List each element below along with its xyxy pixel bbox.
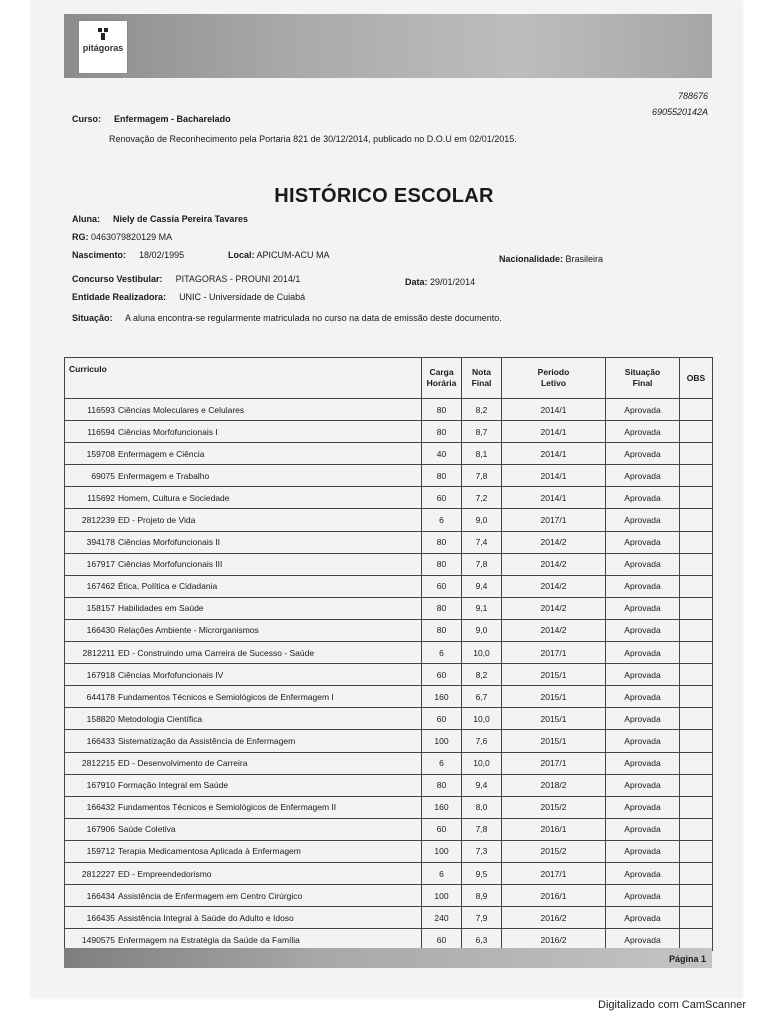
cell-obs [680,752,713,774]
cell-hours: 80 [422,465,462,487]
cell-code: 2812239 [81,515,115,526]
student-rg: 0463079820129 MA [91,232,173,242]
cell-discipline [65,686,422,708]
cell-status: Aprovada [606,553,680,575]
cell-status: Aprovada [606,929,680,951]
cell-obs [680,597,713,619]
cell-hours: 80 [422,553,462,575]
cell-obs [680,509,713,531]
cell-status: Aprovada [606,465,680,487]
cell-hours: 40 [422,443,462,465]
cell-period: 2017/1 [502,509,606,531]
cell-obs [680,840,713,862]
cell-discipline [65,774,422,796]
cell-period: 2016/1 [502,885,606,907]
cell-discipline [65,885,422,907]
header-carga [422,358,462,399]
header-situacao-line2: Final [632,378,653,388]
table-row [65,531,713,553]
cell-grade: 7,3 [462,840,502,862]
cell-code: 158820 [86,713,115,724]
cell-obs [680,730,713,752]
cell-code: 158157 [86,603,115,614]
table-row [65,642,713,664]
document-code-1: 788676 [677,91,708,101]
cell-grade: 8,1 [462,443,502,465]
exam-value: PITAGORAS - PROUNI 2014/1 [175,274,301,284]
cell-period: 2018/2 [502,774,606,796]
cell-period: 2016/2 [502,929,606,951]
cell-name: Enfermagem e Trabalho [118,470,210,481]
cell-name: Assistência Integral à Saúde do Adulto e Idoso [118,912,294,923]
cell-code: 116594 [87,426,115,437]
table-row [65,664,713,686]
logo-text: pitágoras [82,43,124,53]
cell-obs [680,642,713,664]
cell-period: 2015/1 [502,708,606,730]
cell-period: 2014/2 [502,597,606,619]
header-periodo-line1: Periodo [537,367,570,377]
cell-grade: 7,2 [462,487,502,509]
cell-name: Ciências Moleculares e Celulares [118,404,245,415]
student-name-line [72,214,248,224]
cell-hours: 80 [422,531,462,553]
cell-grade: 9,0 [462,509,502,531]
cell-hours: 60 [422,708,462,730]
cell-grade: 9,0 [462,619,502,641]
footer-band [64,948,712,968]
cell-obs [680,907,713,929]
cell-status: Aprovada [606,907,680,929]
cell-status: Aprovada [606,818,680,840]
cell-obs [680,421,713,443]
cell-status: Aprovada [606,840,680,862]
cell-hours: 160 [422,796,462,818]
entity-label: Entidade Realizadora: [72,292,167,302]
cell-period: 2014/1 [502,443,606,465]
table-row [65,818,713,840]
exam-line [72,274,300,284]
cell-obs [680,862,713,884]
header-carga-line2: Horária [426,378,457,388]
cell-discipline [65,619,422,641]
cell-grade: 8,2 [462,399,502,421]
table-row [65,708,713,730]
student-nationality-line [499,254,603,264]
cell-hours: 80 [422,399,462,421]
cell-status: Aprovada [606,862,680,884]
cell-discipline [65,443,422,465]
cell-hours: 6 [422,509,462,531]
cell-discipline [65,421,422,443]
header-periodo [502,358,606,399]
cell-code: 69075 [91,470,115,481]
cell-status: Aprovada [606,642,680,664]
course-label: Curso: [72,114,101,124]
cell-period: 2016/1 [502,818,606,840]
cell-discipline [65,487,422,509]
cell-hours: 60 [422,664,462,686]
cell-hours: 100 [422,840,462,862]
cell-name: ED - Projeto de Vida [118,515,196,526]
cell-grade: 8,7 [462,421,502,443]
table-row [65,553,713,575]
cell-status: Aprovada [606,774,680,796]
student-nationality-label: Nacionalidade: [499,254,564,264]
cell-period: 2014/1 [502,487,606,509]
cell-name: Fundamentos Técnicos e Semiológicos de Enfermagem II [118,802,337,813]
cell-period: 2014/2 [502,553,606,575]
cell-hours: 160 [422,686,462,708]
cell-obs [680,664,713,686]
page-title: HISTÓRICO ESCOLAR [274,185,494,207]
cell-status: Aprovada [606,752,680,774]
cell-period: 2014/2 [502,531,606,553]
student-place-label: Local: [228,250,255,260]
cell-grade: 7,8 [462,818,502,840]
student-rg-label: RG: [72,232,89,242]
cell-status: Aprovada [606,487,680,509]
cell-discipline [65,642,422,664]
exam-date-label: Data: [405,277,428,287]
cell-hours: 60 [422,487,462,509]
cell-obs [680,796,713,818]
table-row [65,862,713,884]
cell-period: 2015/1 [502,730,606,752]
cell-hours: 240 [422,907,462,929]
cell-status: Aprovada [606,531,680,553]
cell-grade: 6,7 [462,686,502,708]
cell-name: Enfermagem e Ciência [118,448,205,459]
cell-discipline [65,465,422,487]
cell-name: Formação Integral em Saúde [118,780,229,791]
cell-hours: 100 [422,885,462,907]
cell-code: 166432 [86,802,115,813]
status-value: A aluna encontra-se regularmente matriculada no curso na data de emissão deste documento. [125,313,502,323]
cell-name: Ciências Morfofuncionais I [118,426,218,437]
entity-line [72,292,305,302]
cell-grade: 7,9 [462,907,502,929]
student-place: APICUM-ACU MA [256,250,330,260]
cell-status: Aprovada [606,421,680,443]
cell-code: 167917 [86,559,115,570]
table-row [65,487,713,509]
cell-status: Aprovada [606,575,680,597]
cell-name: ED - Desenvolvimento de Carreira [118,758,248,769]
cell-name: ED - Empreendedorismo [118,868,212,879]
table-row [65,686,713,708]
cell-period: 2014/1 [502,421,606,443]
cell-code: 2812227 [81,868,115,879]
cell-discipline [65,818,422,840]
cell-period: 2017/1 [502,642,606,664]
cell-discipline [65,730,422,752]
table-row [65,752,713,774]
cell-grade: 7,4 [462,531,502,553]
table-row [65,730,713,752]
cell-name: Metodologia Científica [118,713,203,724]
cell-grade: 8,0 [462,796,502,818]
cell-name: Sistematização da Assistência de Enfermagem [118,735,296,746]
cell-status: Aprovada [606,708,680,730]
cell-discipline [65,708,422,730]
cell-hours: 60 [422,818,462,840]
cell-hours: 80 [422,774,462,796]
cell-discipline [65,796,422,818]
cell-obs [680,399,713,421]
course-line [72,114,231,124]
cell-name: Saúde Coletiva [118,824,176,835]
cell-status: Aprovada [606,399,680,421]
cell-grade: 7,8 [462,553,502,575]
header-nota-line1: Nota [472,367,491,377]
cell-discipline [65,399,422,421]
grades-table [64,357,713,951]
entity-value: UNIC - Universidade de Cuiabá [179,292,306,302]
cell-grade: 7,8 [462,465,502,487]
table-row [65,465,713,487]
institution-logo [78,20,128,74]
cell-code: 2812215 [81,758,115,769]
cell-obs [680,531,713,553]
cell-status: Aprovada [606,619,680,641]
cell-discipline [65,862,422,884]
cell-period: 2014/2 [502,575,606,597]
cell-name: Enfermagem na Estratégia da Saúde da Família [118,934,300,945]
cell-period: 2016/2 [502,907,606,929]
cell-obs [680,708,713,730]
header-periodo-line2: Letivo [540,378,567,388]
cell-name: Ciências Morfofuncionais II [118,537,221,548]
grades-table-body [65,399,713,951]
cell-obs [680,553,713,575]
table-header-row [65,358,713,399]
cell-grade: 9,4 [462,575,502,597]
cell-grade: 7,6 [462,730,502,752]
cell-status: Aprovada [606,443,680,465]
cell-status: Aprovada [606,796,680,818]
cell-period: 2015/1 [502,686,606,708]
student-rg-line [72,232,172,242]
cell-obs [680,465,713,487]
cell-period: 2017/1 [502,752,606,774]
cell-hours: 60 [422,575,462,597]
cell-name: Ciências Morfofuncionais III [118,559,223,570]
cell-discipline [65,553,422,575]
cell-hours: 80 [422,421,462,443]
cell-obs [680,443,713,465]
table-row [65,575,713,597]
cell-code: 644178 [86,691,115,702]
cell-hours: 6 [422,642,462,664]
cell-grade: 10,0 [462,708,502,730]
student-nationality: Brasileira [565,254,604,264]
student-name-label: Aluna: [72,214,100,224]
course-value: Enfermagem - Bacharelado [114,114,231,124]
cell-status: Aprovada [606,509,680,531]
cell-code: 166435 [86,912,115,923]
cell-grade: 9,4 [462,774,502,796]
cell-code: 167462 [86,581,115,592]
cell-obs [680,885,713,907]
cell-code: 167906 [86,824,115,835]
table-row [65,796,713,818]
cell-obs [680,818,713,840]
cell-code: 167910 [86,780,115,791]
cell-discipline [65,575,422,597]
cell-period: 2014/1 [502,399,606,421]
student-birth-line [72,250,184,260]
cell-period: 2015/1 [502,664,606,686]
cell-code: 394178 [86,537,115,548]
cell-code: 1490575 [81,934,115,945]
cell-grade: 10,0 [462,752,502,774]
cell-period: 2017/1 [502,862,606,884]
cell-hours: 80 [422,619,462,641]
cell-code: 115692 [87,492,115,503]
cell-name: Homem, Cultura e Sociedade [118,492,230,503]
cell-code: 166430 [86,625,115,636]
cell-period: 2015/2 [502,840,606,862]
cell-code: 116593 [87,404,115,415]
table-row [65,509,713,531]
cell-hours: 80 [422,597,462,619]
exam-label: Concurso Vestibular: [72,274,163,284]
document-code-2: 6905520142A [651,107,708,117]
table-row [65,399,713,421]
course-renewal: Renovação de Reconhecimento pela Portaria 821 de 30/12/2014, publicado no D.O.U em 02/01/2015. [109,134,517,144]
cell-code: 159712 [86,846,115,857]
cell-name: Fundamentos Técnicos e Semiológicos de Enfermagem I [118,691,334,702]
exam-date-line [405,277,475,287]
cell-status: Aprovada [606,664,680,686]
status-label: Situação: [72,313,113,323]
cell-period: 2014/1 [502,465,606,487]
table-row [65,774,713,796]
cell-obs [680,575,713,597]
table-row [65,597,713,619]
status-line [72,313,502,323]
cell-code: 2812211 [82,647,115,658]
header-situacao-line1: Situação [624,367,661,377]
table-row [65,907,713,929]
cell-grade: 10,0 [462,642,502,664]
cell-hours: 6 [422,862,462,884]
cell-hours: 60 [422,929,462,951]
cell-name: Terapia Medicamentosa Aplicada à Enfermagem [118,846,301,857]
cell-grade: 8,9 [462,885,502,907]
cell-status: Aprovada [606,686,680,708]
header-curriculo: Curriculo [65,358,422,399]
cell-status: Aprovada [606,730,680,752]
logo-icon [96,27,110,41]
cell-code: 166433 [86,735,115,746]
document-codes [652,88,708,120]
table-row [65,840,713,862]
cell-name: Assistência de Enfermagem em Centro Cirúrgico [118,890,303,901]
cell-code: 167918 [86,669,115,680]
page-number: Página 1 [668,954,706,964]
student-name: Niely de Cassia Pereira Tavares [113,214,248,224]
table-row [65,421,713,443]
header-nota [462,358,502,399]
cell-discipline [65,752,422,774]
cell-name: Ciências Morfofuncionais IV [118,669,224,680]
header-situacao [606,358,680,399]
cell-code: 166434 [86,890,115,901]
cell-obs [680,774,713,796]
cell-hours: 6 [422,752,462,774]
cell-discipline [65,509,422,531]
cell-grade: 9,5 [462,862,502,884]
cell-period: 2014/2 [502,619,606,641]
cell-grade: 6,3 [462,929,502,951]
scanner-watermark: Digitalizado com CamScanner [598,999,746,1011]
cell-obs [680,487,713,509]
cell-obs [680,619,713,641]
cell-discipline [65,907,422,929]
header-carga-line1: Carga [429,367,454,377]
cell-name: Relações Ambiente - Microrganismos [118,625,259,636]
table-row [65,443,713,465]
student-birth: 18/02/1995 [139,250,185,260]
cell-discipline [65,597,422,619]
cell-code: 159708 [86,448,115,459]
header-band [64,14,712,78]
cell-discipline [65,840,422,862]
cell-status: Aprovada [606,597,680,619]
cell-name: ED - Construindo uma Carreira de Sucesso - Saúde [118,647,315,658]
cell-period: 2015/2 [502,796,606,818]
cell-discipline [65,664,422,686]
table-row [65,885,713,907]
student-place-line [228,250,330,260]
cell-status: Aprovada [606,885,680,907]
exam-date: 29/01/2014 [430,277,476,287]
cell-obs [680,686,713,708]
cell-name: Ética, Política e Cidadania [118,581,218,592]
table-row [65,619,713,641]
cell-hours: 100 [422,730,462,752]
cell-grade: 9,1 [462,597,502,619]
cell-grade: 8,2 [462,664,502,686]
header-obs: OBS [680,358,713,399]
student-birth-label: Nascimento: [72,250,127,260]
header-nota-line2: Final [471,378,492,388]
cell-name: Habilidades em Saúde [118,603,204,614]
cell-discipline [65,531,422,553]
